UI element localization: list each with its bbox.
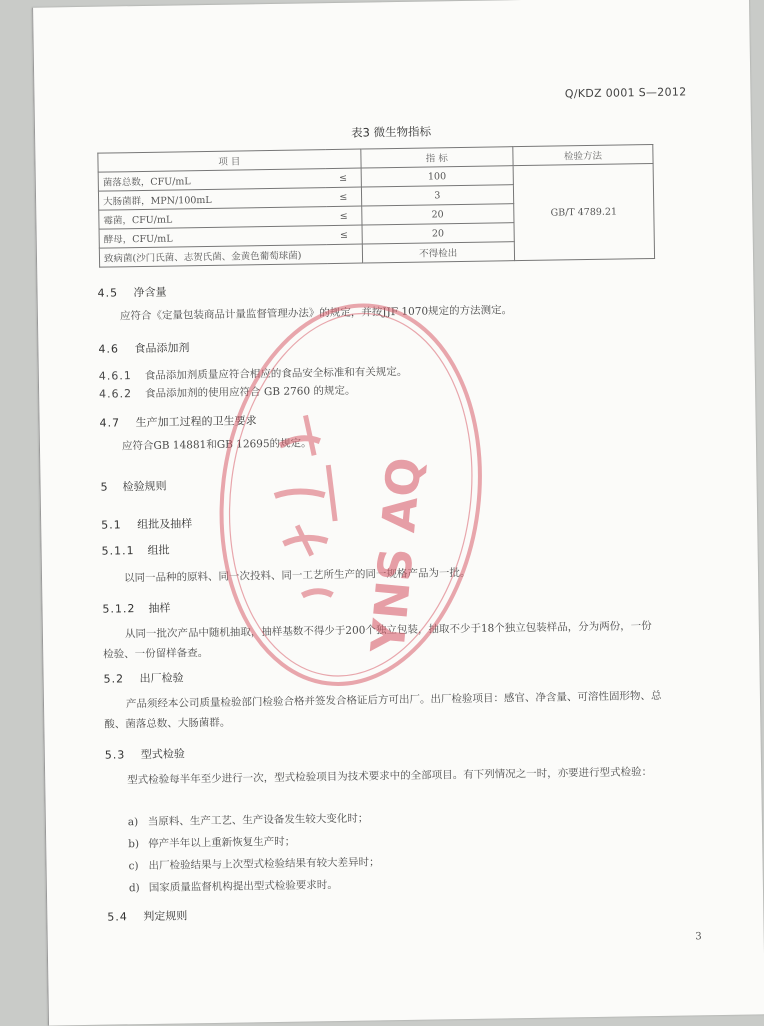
section-number: 5.4 xyxy=(107,910,128,924)
section-title: 组批及抽样 xyxy=(137,517,193,532)
section-title: 净含量 xyxy=(133,285,167,300)
section-number: 5.1.1 xyxy=(101,544,135,558)
row-value: 不得检出 xyxy=(362,242,515,263)
row-symbol: ≤ xyxy=(326,168,362,188)
row-symbol: ≤ xyxy=(326,206,362,226)
column-header-limit: 指 标 xyxy=(360,147,513,168)
section-number: 5.1 xyxy=(101,518,122,532)
list-item xyxy=(128,854,379,873)
row-value: 20 xyxy=(361,204,514,225)
section-title: 组批 xyxy=(147,543,170,557)
row-item: 大肠菌群，MPN/100mL xyxy=(98,188,326,211)
list-item xyxy=(128,834,295,852)
heading-5-1 xyxy=(101,515,192,532)
section-title: 型式检验 xyxy=(140,747,185,762)
paragraph-5-1-1: 以同一品种的原料、同一次投料、同一工艺所生产的同一规格产品为一批。 xyxy=(123,566,471,585)
paragraph-5-1-2: 从同一批次产品中随机抽取，抽样基数不得少于200个独立包装，抽取不少于18个独立包装样品，分为两份，一份检验、一份留样备查。 xyxy=(103,620,652,661)
list-item xyxy=(129,877,338,895)
list-marker: c) xyxy=(128,860,139,873)
section-number: 4.6 xyxy=(98,342,120,356)
list-marker: a) xyxy=(127,816,139,829)
section-number: 5.2 xyxy=(103,672,125,686)
document-page xyxy=(32,0,764,1026)
section-title: 食品添加剂 xyxy=(134,341,190,356)
clause-4-6-1 xyxy=(99,364,408,384)
paragraph-4-7: 应符合GB 14881和GB 12695的规定。 xyxy=(121,437,312,453)
table-caption: 表3 微生物指标 xyxy=(350,124,432,140)
row-item: 致病菌(沙门氏菌、志贺氏菌、金黄色葡萄球菌) xyxy=(99,244,362,267)
row-value: 3 xyxy=(361,185,514,206)
row-symbol: ≤ xyxy=(326,187,362,207)
list-marker: d) xyxy=(128,882,140,895)
section-title: 生产加工过程的卫生要求 xyxy=(135,414,257,430)
test-method: GB/T 4789.21 xyxy=(513,163,655,260)
heading-4-7 xyxy=(99,412,256,430)
paragraph-4-5: 应符合《定量包装商品计量监督管理办法》的规定，并按JJF 1070规定的方法测定。 xyxy=(119,304,513,323)
heading-5-1-1 xyxy=(101,542,169,559)
clause-number: 4.6.2 xyxy=(99,387,133,401)
section-title: 检验规则 xyxy=(122,479,167,494)
clause-text: 食品添加剂质量应符合相应的食品安全标准和有关规定。 xyxy=(144,365,408,382)
row-item: 菌落总数，CFU/mL xyxy=(98,169,326,192)
section-number: 4.5 xyxy=(97,286,119,300)
clause-text: 食品添加剂的使用应符合 GB 2760 的规定。 xyxy=(145,384,356,400)
section-title: 出厂检验 xyxy=(139,671,184,686)
list-item xyxy=(128,811,369,830)
list-marker: b) xyxy=(128,838,140,851)
section-title: 判定规则 xyxy=(143,909,188,924)
row-value: 20 xyxy=(362,223,515,244)
clause-4-6-2 xyxy=(99,383,356,402)
clause-number: 4.6.1 xyxy=(98,369,132,383)
heading-5-3 xyxy=(105,745,185,762)
heading-5 xyxy=(100,478,166,495)
row-item: 霉菌，CFU/mL xyxy=(99,207,327,230)
heading-5-2 xyxy=(103,669,183,686)
row-item: 酵母，CFU/mL xyxy=(99,226,327,249)
list-text: 当原料、生产工艺、生产设备发生较大变化时； xyxy=(147,812,369,828)
section-title: 抽样 xyxy=(148,601,171,615)
section-number: 4.7 xyxy=(99,416,121,430)
heading-5-1-2 xyxy=(102,600,170,617)
page-number: 3 xyxy=(695,931,702,943)
list-text: 出厂检验结果与上次型式检验结果有较大差异时； xyxy=(148,856,380,872)
section-number: 5 xyxy=(100,480,109,494)
column-header-item: 项 目 xyxy=(98,149,361,172)
paragraph-5-3: 型式检验每半年至少进行一次，型式检验项目为技术要求中的全部项目。有下列情况之一时，亦要进行型式检验： xyxy=(127,766,653,787)
heading-4-6 xyxy=(98,339,189,356)
list-text: 国家质量监督机构提出型式检验要求时。 xyxy=(148,878,338,894)
section-number: 5.1.2 xyxy=(102,602,136,616)
standard-code: Q/KDZ 0001 S—2012 xyxy=(564,85,687,101)
heading-4-5 xyxy=(97,284,166,301)
stamp-text: YNS AQ xyxy=(360,455,432,655)
row-value: 100 xyxy=(361,166,514,187)
section-number: 5.3 xyxy=(104,748,126,762)
paragraph-5-2: 产品须经本公司质量检验部门检验合格并签发合格证后方可出厂。出厂检验项目：感官、净含量、可溶性固形物、总酸、菌落总数、大肠菌群。 xyxy=(104,689,662,731)
row-symbol: ≤ xyxy=(326,225,362,245)
list-text: 停产半年以上重新恢复生产时； xyxy=(148,835,296,850)
column-header-method: 检验方法 xyxy=(513,144,653,165)
heading-5-4 xyxy=(107,907,187,924)
microbial-spec-table xyxy=(97,144,655,268)
